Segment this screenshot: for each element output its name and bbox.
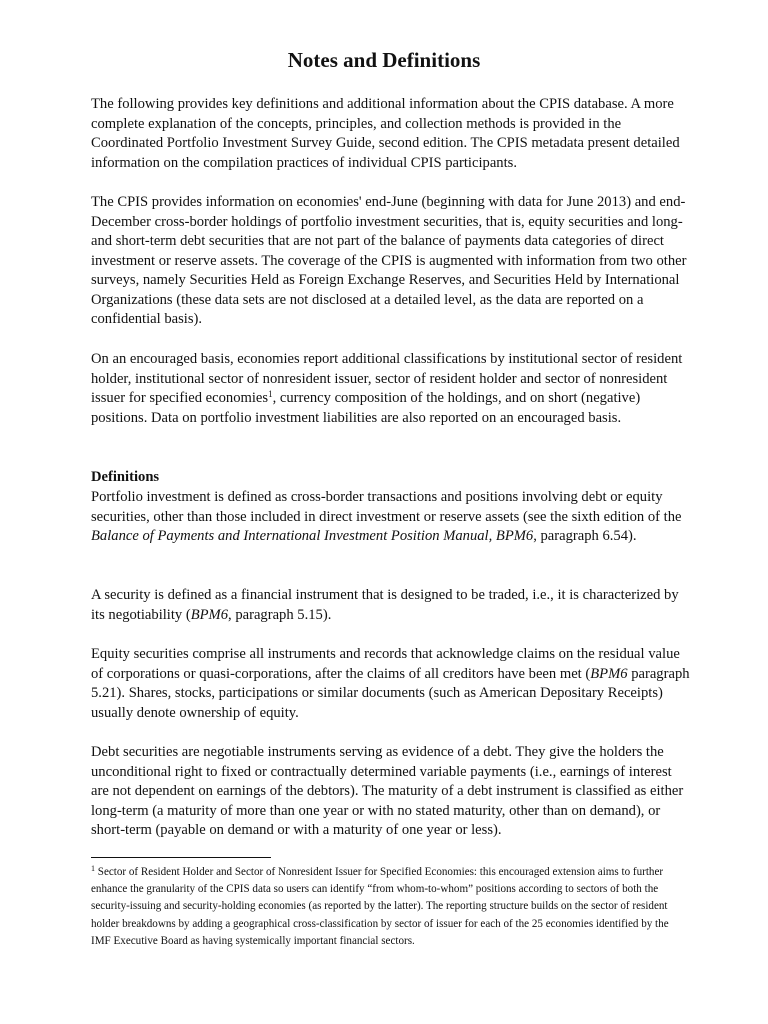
definitions-heading: Definitions xyxy=(91,469,160,485)
footnote-separator xyxy=(91,857,271,858)
portfolio-text-start: Portfolio investment is defined as cross-border transactions and positions involving debt or equity securities, other than those included in direct investment or reserve assets (see the sixth edition of the xyxy=(91,489,682,525)
footnote-text: Sector of Resident Holder and Sector of Nonresident Issuer for Specified Economies: this encouraged extension aims to further enhance the granularity of the CPIS data so users can identify “from whom-to-whom” positions according to sectors of both the security-issuing and security-holding economies (as reported by the latter). The reporting structure builds on the sector of resident holder breakdowns by adding a geographical cross-classification by sector of issuer for each of the 25 economies identified by the IMF Executive Board as having systemically important financial sectors. xyxy=(91,866,669,947)
portfolio-investment-definition xyxy=(91,488,691,547)
equity-securities-definition xyxy=(91,645,691,723)
bpm6-reference: BPM6 xyxy=(590,665,628,682)
bpm6-reference: BPM6 xyxy=(190,606,229,623)
security-text-start: A security is defined as a financial instrument that is designed to be traded, i.e., it is characterized by its negotiability ( xyxy=(91,587,679,623)
debt-securities-definition: Debt securities are negotiable instruments serving as evidence of a debt. They give the holders the unconditional right to fixed or contractually determined variable payments (i.e., earnings of interest are not dependent on earnings of the debtors). The maturity of a debt instrument is classified as either long-term (a maturity of more than one year or with no stated maturity, other than on demand), or short-term (payable on demand or with a maturity of one year or less). xyxy=(91,744,684,838)
encouraged-text-start: On an encouraged basis, economies report additional classifications by institutional sector of resident holder, institutional sector of nonresident issuer, sector of resident holder and sector of nonresident issuer for specified economies xyxy=(91,351,683,406)
footnote-reference[interactable]: 1 xyxy=(268,389,273,399)
intro-paragraph-encouraged xyxy=(91,350,691,428)
bpm6-manual-title: Balance of Payments and International Investment Position Manual, BPM6 xyxy=(91,528,534,544)
encouraged-text-end: , currency composition of the holdings, and on short (negative) positions. Data on portfolio investment liabilities are also reported on an encouraged basis. xyxy=(91,390,641,426)
page-title: Notes and Definitions xyxy=(287,48,481,72)
security-definition xyxy=(91,586,691,625)
equity-text-start: Equity securities comprise all instruments and records that acknowledge claims on the residual value of corporations or quasi-corporations, after the claims of all creditors have been met ( xyxy=(91,646,680,682)
footnote-marker: 1 xyxy=(91,864,95,873)
footnote xyxy=(91,864,686,950)
security-text-end: , paragraph 5.15). xyxy=(228,606,332,623)
portfolio-text-end: , paragraph 6.54). xyxy=(533,528,637,544)
intro-paragraph-database: The following provides key definitions and additional information about the CPIS database. A more complete explanation of the concepts, principles, and collection methods is provided in the Coordinated Portfolio Investment Survey Guide, second edition. The CPIS metadata present detailed information on the compilation practices of individual CPIS participants. xyxy=(91,96,680,171)
intro-paragraph-coverage: The CPIS provides information on economies' end-June (beginning with data for June 2013) and end-December cross-border holdings of portfolio investment securities, that is, equity securities and long- and short-term debt securities that are not part of the balance of payments data categories of direct investment or reserve assets. The coverage of the CPIS is augmented with information from two other surveys, namely Securities Held as Foreign Exchange Reserves, and Securities Held by International Organizations (these data sets are not disclosed at a detailed level, as the data are reported on a confidential basis). xyxy=(91,194,687,327)
equity-text-end: paragraph 5.21). Shares, stocks, participations or similar documents (such as American Depositary Receipts) usually denote ownership of equity. xyxy=(91,665,690,721)
